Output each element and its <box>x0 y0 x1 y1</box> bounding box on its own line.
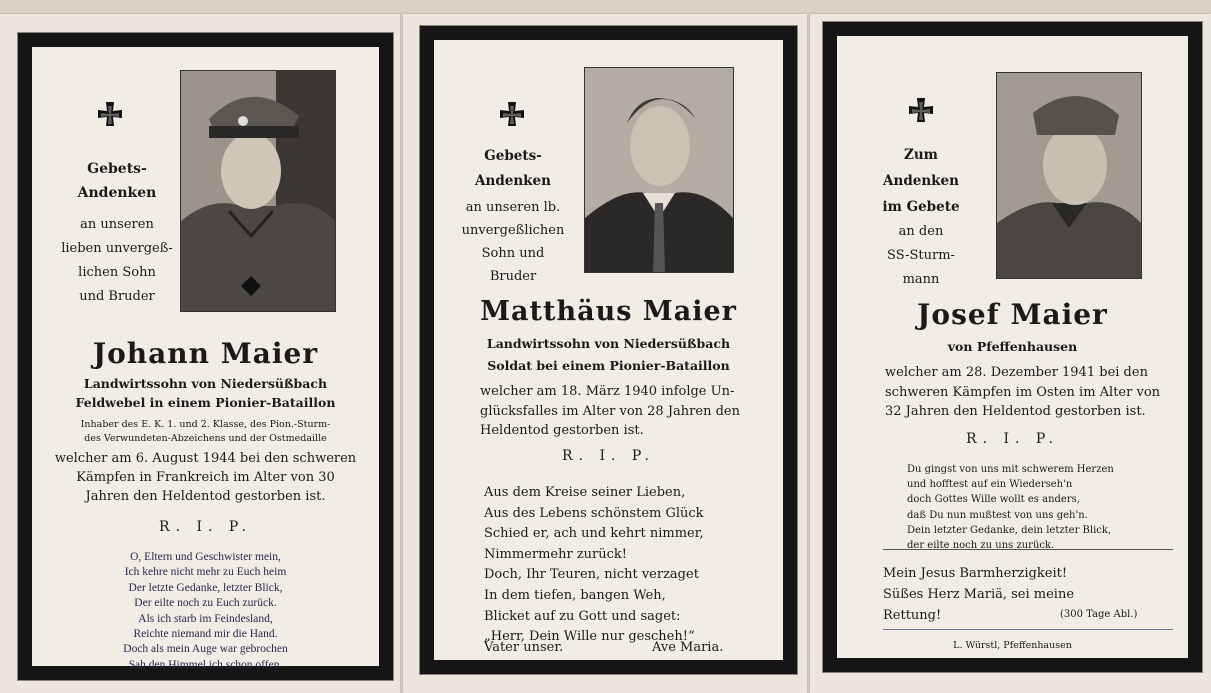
prayer-our-father: Vater unser. <box>484 640 564 655</box>
rip-text: R. I. P. <box>562 448 655 464</box>
indulgence-note: (300 Tage Abl.) <box>1060 609 1138 620</box>
memorial-card-josef <box>823 22 1202 672</box>
portrait-photo-johann <box>180 70 336 312</box>
death-notice: welcher am 6. August 1944 bei den schweren Kämpfen in Frankreich im Alter von 30 Jahren den Heldentod gestorben ist. <box>54 451 357 504</box>
decorations-text: Inhaber des E. K. 1. und 2. Klasse, des Pion.-Sturm- des Verwundeten-Abzeichens und der Ostmedaille <box>80 419 331 444</box>
memorial-card-johann <box>18 33 393 680</box>
rip-text: R. I. P. <box>159 519 252 535</box>
dedication-text: an den SS-Sturm- mann <box>887 224 955 287</box>
portrait-photo-josef <box>996 72 1142 279</box>
death-notice: welcher am 18. März 1940 infolge Un- glücksfalles im Alter von 28 Jahren den Heldentod gestorben ist. <box>480 384 740 438</box>
origin-line: von Pfeffenhausen <box>947 339 1078 354</box>
origin-line: Landwirtssohn von Niedersüßbach <box>486 336 731 351</box>
death-notice: welcher am 28. Dezember 1941 bei den schweren Kämpfen im Osten im Alter von 32 Jahren den Heldentod gestorben ist. <box>885 365 1161 419</box>
deceased-name: Josef Maier <box>917 298 1108 331</box>
printer-imprint: L. Würstl, Pfeffenhausen <box>953 640 1072 651</box>
memorial-poem: Du gingst von uns mit schwerem Herzen und hofftest auf ein Wiederseh'n doch Gottes Wille wollt es anders, daß Du nun mußtest von uns geh'n. Dein letzter Gedanke, dein letzter Blick, der eilte noch zu uns zurück. <box>907 464 1114 552</box>
intro-heading: Gebets- Andenken <box>475 148 551 189</box>
deceased-name: Johann Maier <box>92 337 319 370</box>
memorial-poem: O, Eltern und Geschwister mein, Ich kehre nicht mehr zu Euch heim Der letzte Gedanke, letzter Blick, Der eilte noch zu Euch zurück. Als ich starb im Feindesland, Reichte niemand mir die Hand. Doch als mein Auge war gebrochen Sah den Himmel ich schon offen. <box>123 551 288 671</box>
memorial-poem: Aus dem Kreise seiner Lieben, Aus des Lebens schönstem Glück Schied er, ach und kehrt nimmer, Nimmermehr zurück! Doch, Ihr Teuren, nicht verzaget In dem tiefen, bangen Weh, Blicket auf zu Gott und saget: „Herr, Dein Wille nur gescheh!“ <box>484 485 704 645</box>
origin-line: Landwirtssohn von Niedersüßbach <box>83 376 328 391</box>
divider-line <box>883 629 1173 630</box>
prayer-hail-mary: Ave Maria. <box>652 640 724 655</box>
iron-cross-icon <box>93 100 127 134</box>
iron-cross-icon <box>495 100 529 134</box>
rank-line: Soldat bei einem Pionier-Bataillon <box>487 358 730 373</box>
prayer-invocation: Mein Jesus Barmherzigkeit! Süßes Herz Mariä, sei meine Rettung! <box>883 566 1075 623</box>
deceased-name: Matthäus Maier <box>480 296 737 327</box>
intro-heading: Gebets- Andenken <box>77 161 157 201</box>
portrait-photo-matthaeus <box>584 67 734 273</box>
dedication-text: an unseren lieben unvergeß- lichen Sohn und Bruder <box>61 217 173 304</box>
memorial-card-matthaeus <box>420 26 797 674</box>
intro-heading: Zum Andenken im Gebete <box>882 147 960 215</box>
rip-text: R. I. P. <box>966 431 1059 447</box>
rank-line: Feldwebel in einem Pionier-Bataillon <box>75 395 336 410</box>
divider-line <box>883 549 1173 550</box>
iron-cross-icon <box>904 96 938 130</box>
dedication-text: an unseren lb. unvergeßlichen Sohn und Bruder <box>461 200 565 284</box>
